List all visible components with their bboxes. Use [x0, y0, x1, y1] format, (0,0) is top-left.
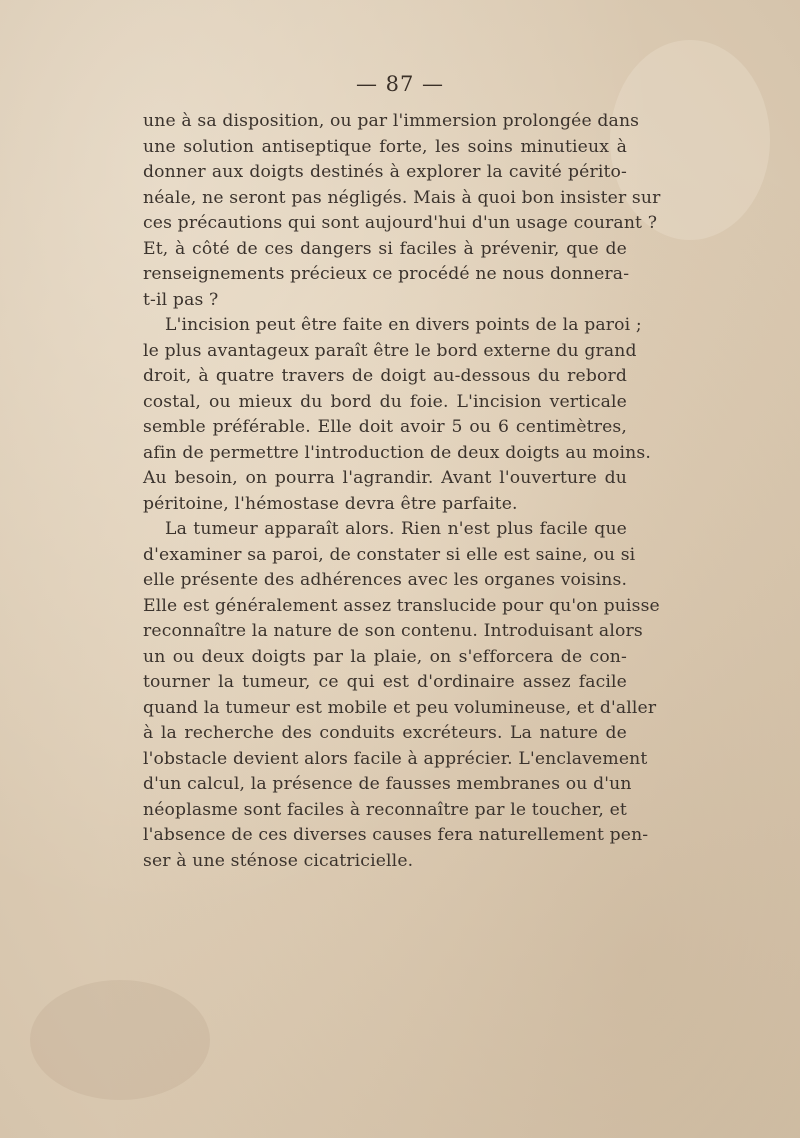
text-line: semble préférable. Elle doit avoir 5 ou 6 centimètres, — [143, 417, 627, 437]
text-line: à la recherche des conduits excréteurs. La nature de — [143, 723, 627, 743]
text-line: t-il pas ? — [143, 289, 219, 310]
text-line: l'obstacle devient alors facile à apprécier. L'enclavement — [143, 748, 648, 769]
text-line: donner aux doigts destinés à explorer la cavité périto- — [143, 162, 627, 182]
text-line: renseignements précieux ce procédé ne nous donnera- — [143, 264, 630, 284]
text-line: tourner la tumeur, ce qui est d'ordinaire assez facile — [143, 672, 627, 692]
text-line: droit, à quatre travers de doigt au-dessous du rebord — [143, 366, 627, 386]
text-line: costal, ou mieux du bord du foie. L'incision verticale — [143, 391, 627, 412]
text-line: reconnaître la nature de son contenu. Introduisant alors — [143, 621, 643, 641]
text-line: le plus avantageux paraît être le bord externe du grand — [143, 340, 637, 361]
text-line: afin de permettre l'introduction de deux doigts au moins. — [143, 442, 651, 463]
text-line: néale, ne seront pas négligés. Mais à quoi bon insister sur — [143, 187, 661, 208]
text-line: Et, à côté de ces dangers si faciles à prévenir, que de — [143, 238, 627, 259]
text-line: une à sa disposition, ou par l'immersion prolongée dans — [143, 111, 640, 131]
text-line: d'examiner sa paroi, de constater si elle est saine, ou si — [143, 544, 636, 565]
text-line: quand la tumeur est mobile et peu volumineuse, et d'aller — [143, 697, 657, 718]
text-line: elle présente des adhérences avec les organes voisins. — [143, 570, 628, 590]
text-line: péritoine, l'hémostase devra être parfaite. — [143, 493, 518, 514]
text-line: Au besoin, on pourra l'agrandir. Avant l'ouverture du — [143, 468, 627, 488]
paper-stain — [610, 40, 770, 240]
body-text — [143, 109, 661, 874]
text-line: l'absence de ces diverses causes fera naturellement pen- — [143, 825, 649, 845]
text-line: Elle est généralement assez translucide pour qu'on puisse — [143, 595, 660, 616]
text-line: néoplasme sont faciles à reconnaître par le toucher, et — [143, 799, 627, 820]
paper-stain — [30, 980, 210, 1100]
text-line: d'un calcul, la présence de fausses membranes ou d'un — [143, 774, 632, 794]
page-number: — 87 — — [355, 72, 445, 96]
text-line: La tumeur apparaît alors. Rien n'est plus facile que — [165, 519, 627, 539]
text-line: ces précautions qui sont aujourd'hui d'un usage courant ? — [143, 213, 658, 233]
text-line: un ou deux doigts par la plaie, on s'efforcera de con- — [143, 646, 627, 667]
text-line: une solution antiseptique forte, les soins minutieux à — [143, 136, 627, 157]
text-line: L'incision peut être faite en divers points de la paroi ; — [165, 315, 642, 335]
text-line: ser à une sténose cicatricielle. — [143, 850, 414, 871]
